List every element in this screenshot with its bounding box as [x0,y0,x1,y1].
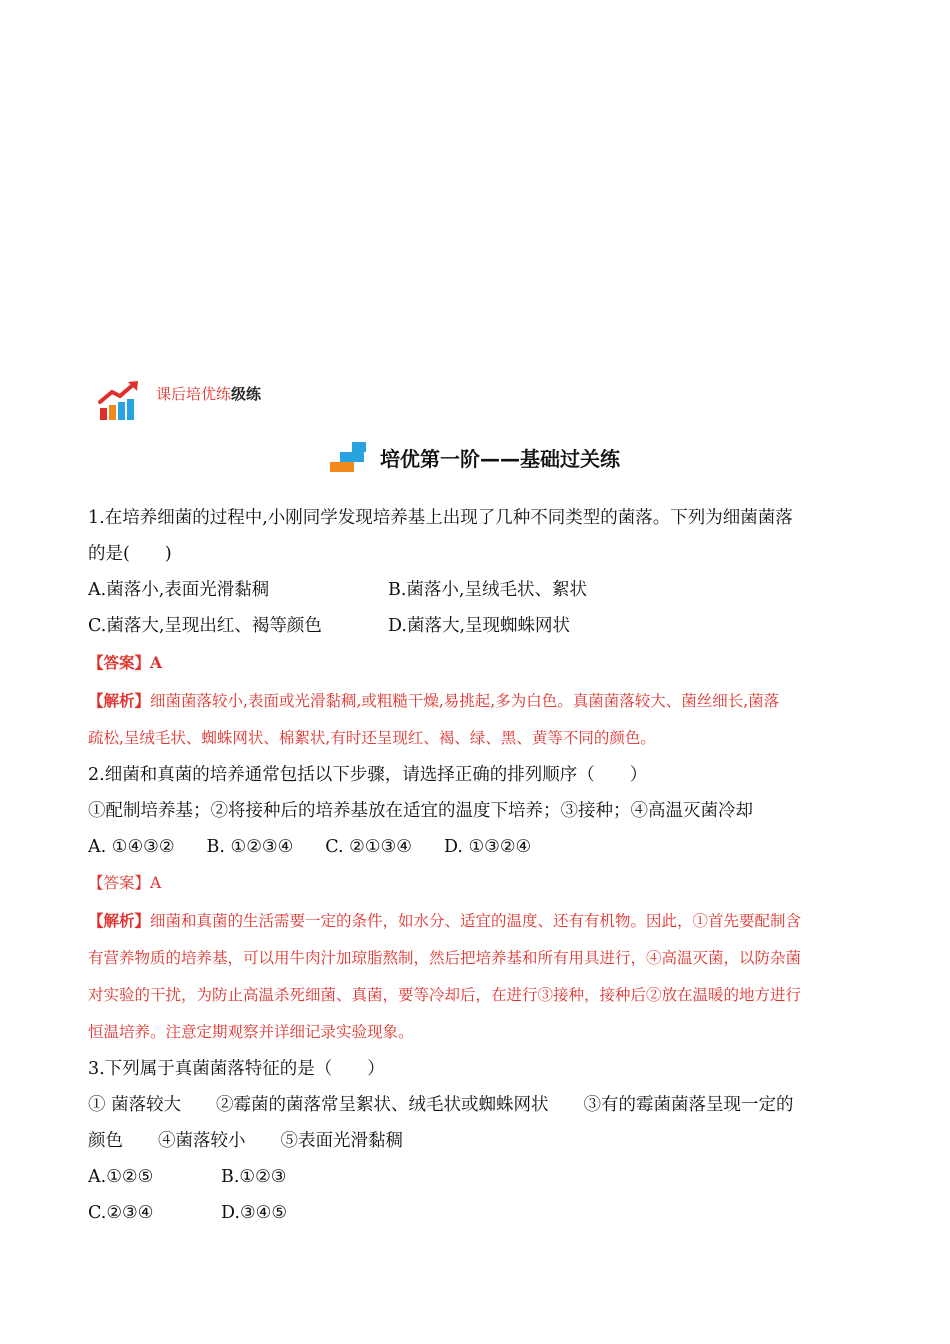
explain-label: 【解析】 [88,911,151,930]
explain-line-4: 恒温培养。注意定期观察并详细记录实验现象。 [88,1023,414,1041]
option-a: A.①②⑤ [88,1167,154,1187]
explain-line-3: 对实验的干扰，为防止高温杀死细菌、真菌，要等冷却后，在进行③接种，接种后②放在温暖的地方进行 [88,986,802,1004]
question-1-stem-line-2: 的是( ) [88,544,172,564]
question-1-stem-line-1: 1.在培养细菌的过程中,小刚同学发现培养基上出现了几种不同类型的菌落。下列为细菌菌落 [88,508,793,528]
answer-value: A [150,874,162,892]
explain-line-2: 有营养物质的培养基，可以用牛肉汁加琼脂熬制，然后把培养基和所有用具进行，④高温灭菌，以防杂菌 [88,949,802,967]
answer-label: 【答案】 [88,653,151,672]
answer-label: 【答案】 [88,874,151,892]
option-b: B. ①②③④ [206,837,294,857]
option-b: B.①②③ [221,1167,287,1187]
explain-label: 【解析】 [88,691,151,710]
section-banner [98,378,261,424]
option-c: C. ②①③④ [325,837,412,857]
steps-icon [330,440,374,474]
question-1 [88,500,868,757]
answer-value: A [150,653,163,672]
question-1-answer [88,644,868,682]
question-1-options-row-1 [88,572,868,608]
option-d: D.③④⑤ [221,1203,288,1223]
question-3-items-line-1: ① 菌落较大 ②霉菌的菌落常呈絮状、绒毛状或蜘蛛网状 ③有的霉菌菌落呈现一定的 [88,1095,794,1115]
question-3 [88,1051,868,1231]
option-c: C.②③④ [88,1203,154,1223]
banner-title-red: 课后培优练 [156,384,232,403]
explain-line-1: 细菌和真菌的生活需要一定的条件，如水分、适宜的温度、还有有机物。因此，①首先要配制含 [150,912,802,930]
explain-line-2: 疏松,呈绒毛状、蜘蛛网状、棉絮状,有时还呈现红、褐、绿、黑、黄等不同的颜色。 [88,729,656,747]
option-b: B.菌落小,呈绒毛状、絮状 [388,580,587,600]
option-d: D.菌落大,呈现蜘蛛网状 [388,616,571,636]
option-c: C.菌落大,呈现出红、褐等颜色 [88,616,322,636]
section-heading [0,440,950,474]
section-title: 培优第一阶——基础过关练 [380,446,620,471]
question-2-options [88,829,868,865]
question-1-explanation [88,682,868,757]
explain-line-1: 细菌菌落较小,表面或光滑黏稠,或粗糙干燥,易挑起,多为白色。真菌菌落较大、菌丝细长,菌落 [150,692,780,710]
question-3-items-line-2: 颜色 ④菌落较小 ⑤表面光滑黏稠 [88,1131,403,1151]
banner-title-dark: 级练 [231,384,262,403]
question-2-explanation [88,902,868,1051]
question-2-stem: 2.细菌和真菌的培养通常包括以下步骤，请选择正确的排列顺序（ ） [88,765,648,785]
question-2-answer [88,865,868,902]
question-1-options-row-2 [88,608,868,644]
growth-chart-icon [98,378,144,424]
question-3-options-row-1 [88,1159,868,1195]
question-3-options-row-2 [88,1195,868,1231]
banner-title [156,383,261,404]
question-3-stem: 3.下列属于真菌菌落特征的是（ ） [88,1059,385,1079]
question-2 [88,757,868,1051]
question-list [88,500,868,1231]
option-a: A.菌落小,表面光滑黏稠 [88,580,270,600]
question-2-steps: ①配制培养基；②将接种后的培养基放在适宜的温度下培养；③接种；④高温灭菌冷却 [88,801,753,821]
option-a: A. ①④③② [88,837,175,857]
option-d: D. ①③②④ [443,837,532,857]
